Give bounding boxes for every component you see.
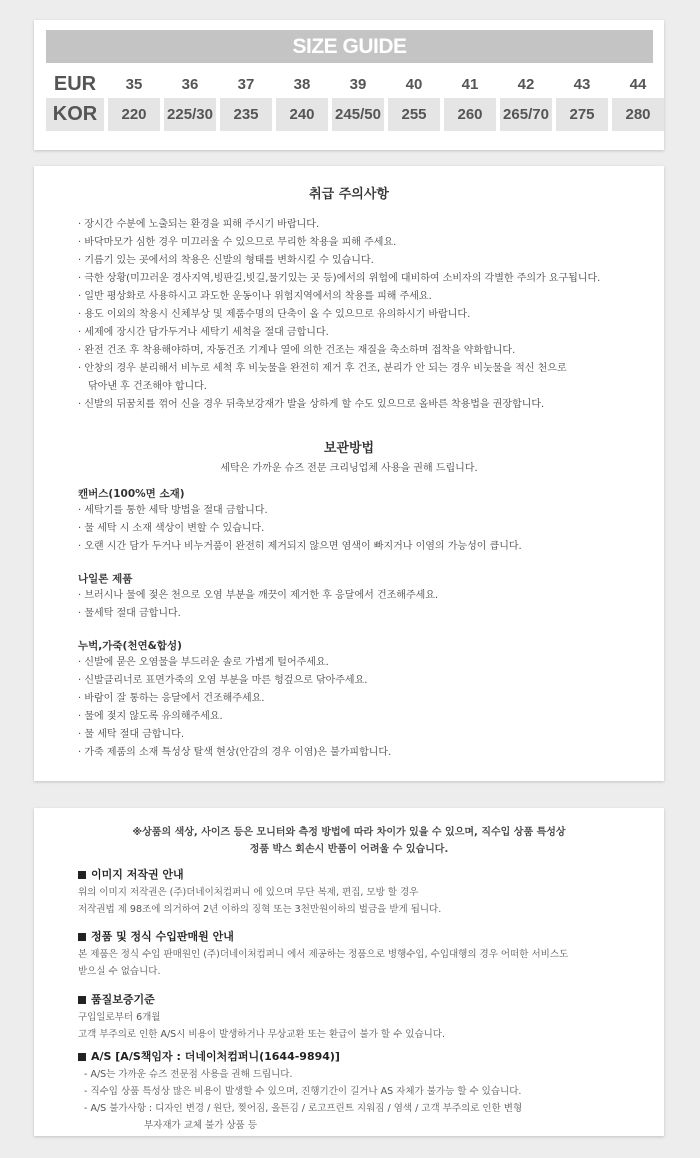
canvas-category-title: 캔버스(100%면 소재) [78, 488, 185, 500]
eur-size-cell: 38 [293, 76, 311, 93]
genuine-line: 본 제품은 정식 수입 판매원인 (주)더네이처컴퍼니 에서 제공하는 정품으로 병행수입, 수입대행의 경우 어떠한 서비스도 [78, 949, 569, 960]
kor-size-cell: 255 [388, 98, 440, 131]
eur-size-cell: 37 [237, 76, 255, 93]
kor-size-cell: 220 [108, 98, 160, 131]
eur-label: EUR [53, 73, 97, 95]
eur-size-cell: 44 [629, 76, 647, 93]
kor-label: KOR [46, 98, 104, 131]
warranty-line: 구입일로부터 6개월 [78, 1012, 161, 1023]
eur-size-cell: 39 [349, 76, 367, 93]
canvas-care-list [78, 502, 648, 556]
kor-size-cell: 265/70 [500, 98, 552, 131]
notice-card [34, 808, 664, 1136]
care-item: · 신발의 뒤꿈치를 꺾어 신을 경우 뒤축보강재가 발을 상하게 할 수도 있으므로 올바른 착용법을 권장합니다. [78, 399, 545, 410]
copyright-heading [78, 866, 648, 884]
warranty-line: 고객 부주의로 인한 A/S시 비용이 발생하거나 무상교환 또는 환급이 불가 할 수 있습니다. [78, 1029, 446, 1040]
notice-disclaimer-line: 정품 박스 회손시 반품이 어려울 수 있습니다. [249, 844, 449, 855]
genuine-heading [78, 928, 648, 946]
as-section [78, 1048, 648, 1134]
eur-size-cell: 42 [517, 76, 535, 93]
leather-care-item: · 물 세탁 절대 금합니다. [78, 729, 185, 740]
genuine-section [78, 928, 648, 980]
care-list [78, 216, 648, 414]
leather-care-item: · 바람이 잘 통하는 응달에서 건조해주세요. [78, 693, 265, 704]
as-line-continuation: 부자재가 교체 불가 상품 등 [144, 1120, 258, 1131]
storage-title: 보관방법 [323, 441, 375, 456]
canvas-care-item: · 오랜 시간 담가 두거나 비누거품이 완전히 제거되지 않으면 염색이 빠지거나 이염의 가능성이 큽니다. [78, 541, 522, 552]
care-item: · 완전 건조 후 착용해야하며, 자동건조 기계나 열에 의한 건조는 재질을 축소하며 접착을 약화합니다. [78, 345, 516, 356]
as-line: - 직수입 상품 특성상 많은 비용이 발생할 수 있으며, 진행기간이 길거나 AS 자체가 불가능 할 수 있습니다. [84, 1086, 522, 1097]
copyright-line: 저작권법 제 98조에 의거하여 2년 이하의 징혁 또는 3천만원이하의 벌금을 받게 됩니다. [78, 904, 442, 915]
kor-size-cell: 260 [444, 98, 496, 131]
square-bullet-icon [78, 1053, 86, 1061]
as-heading [78, 1048, 648, 1066]
warranty-title: 품질보증기준 [91, 993, 155, 1006]
square-bullet-icon [78, 996, 86, 1004]
kor-size-cell: 280 [612, 98, 664, 131]
eur-size-cell: 35 [125, 76, 143, 93]
square-bullet-icon [78, 933, 86, 941]
notice-disclaimer-line: ※상품의 색상, 사이즈 등은 모니터와 측정 방법에 따라 차이가 있을 수 있으며, 직수입 상품 특성상 [132, 827, 566, 838]
care-title: 취급 주의사항 [309, 187, 389, 202]
genuine-title: 정품 및 정식 수입판매원 안내 [91, 930, 234, 943]
as-line: - A/S는 가까운 슈즈 전문점 사용을 권해 드립니다. [84, 1069, 293, 1080]
nylon-category-title: 나일론 제품 [78, 573, 133, 585]
as-title: A/S [A/S책임자 : 더네이처컴퍼니(1644-9894)] [91, 1050, 340, 1063]
care-item: · 극한 상황(미끄러운 경사지역,빙판길,빗길,물기있는 곳 등)에서의 위험에 대비하여 소비자의 각별한 주의가 요구됩니다. [78, 273, 601, 284]
as-line: - A/S 불가사항 : 디자인 변경 / 원단, 찢어짐, 올튼김 / 로고프린트 지워짐 / 염색 / 고객 부주의로 인한 변형 [84, 1103, 523, 1114]
canvas-care-item: · 세탁기를 통한 세탁 방법을 절대 금합니다. [78, 505, 268, 516]
warranty-section [78, 991, 648, 1043]
kor-size-cell: 245/50 [332, 98, 384, 131]
kor-size-cell: 235 [220, 98, 272, 131]
eur-size-cell: 40 [405, 76, 423, 93]
leather-category-title: 누벅,가죽(천연&합성) [78, 640, 182, 652]
leather-care-item: · 신발클리너로 표면가죽의 오염 부분을 마른 헝겊으로 닦아주세요. [78, 675, 368, 686]
canvas-care-item: · 물 세탁 시 소재 색상이 변할 수 있습니다. [78, 523, 265, 534]
copyright-line: 위의 이미지 저작권은 (주)더네이처컴퍼니 에 있으며 무단 복제, 편집, 모방 할 경우 [78, 887, 419, 898]
nylon-care-item: · 물세탁 절대 금합니다. [78, 608, 181, 619]
care-item-continuation: 닦아낸 후 건조해야 합니다. [88, 381, 207, 392]
eur-size-cell: 36 [181, 76, 199, 93]
care-item: · 용도 이외의 착용시 신체부상 및 제품수명의 단축이 올 수 있으므로 유의하시기 바랍니다. [78, 309, 471, 320]
eur-size-cell: 41 [461, 76, 479, 93]
nylon-care-item: · 브러시나 물에 젖은 천으로 오염 부분을 깨끗이 제거한 후 응달에서 건조해주세요. [78, 590, 439, 601]
kor-size-cell: 225/30 [164, 98, 216, 131]
kor-size-cell: 275 [556, 98, 608, 131]
storage-subtitle: 세탁은 가까운 슈즈 전문 크리닝업체 사용을 권해 드립니다. [220, 463, 478, 474]
care-item: · 안창의 경우 분리해서 비누로 세척 후 비눗물을 완전히 제거 후 건조, 분리가 안 되는 경우 비눗물을 적신 천으로 [78, 363, 567, 374]
care-item: · 세제에 장시간 담가두거나 세탁기 세척을 절대 금합니다. [78, 327, 329, 338]
leather-care-item: · 신발에 묻은 오염물을 부드러운 솔로 가볍게 털어주세요. [78, 657, 329, 668]
size-guide-title: SIZE GUIDE [46, 30, 653, 63]
leather-care-item: · 가죽 제품의 소재 특성상 탈색 현상(안감의 경우 이염)은 불가피합니다. [78, 747, 392, 758]
leather-care-list [78, 654, 648, 762]
nylon-care-list [78, 587, 648, 623]
care-item: · 기름기 있는 곳에서의 착용은 신발의 형태를 변화시킬 수 있습니다. [78, 255, 374, 266]
warranty-heading [78, 991, 648, 1009]
square-bullet-icon [78, 871, 86, 879]
copyright-section [78, 866, 648, 918]
size-guide-card [34, 20, 664, 150]
care-item: · 바닥마모가 심한 경우 미끄러울 수 있으므로 무리한 착용을 피해 주세요. [78, 237, 397, 248]
notice-disclaimer [34, 824, 664, 858]
copyright-title: 이미지 저작권 안내 [91, 868, 184, 881]
kor-size-cell: 240 [276, 98, 328, 131]
care-item: · 일반 평상화로 사용하시고 과도한 운동이나 위험지역에서의 착용를 피해 주세요. [78, 291, 432, 302]
care-item: · 장시간 수분에 노출되는 환경을 피해 주시기 바랍니다. [78, 219, 320, 230]
leather-care-item: · 물에 젖지 않도록 유의해주세요. [78, 711, 223, 722]
care-instructions-card [34, 166, 664, 781]
eur-size-cell: 43 [573, 76, 591, 93]
genuine-line: 받으실 수 없습니다. [78, 966, 161, 977]
